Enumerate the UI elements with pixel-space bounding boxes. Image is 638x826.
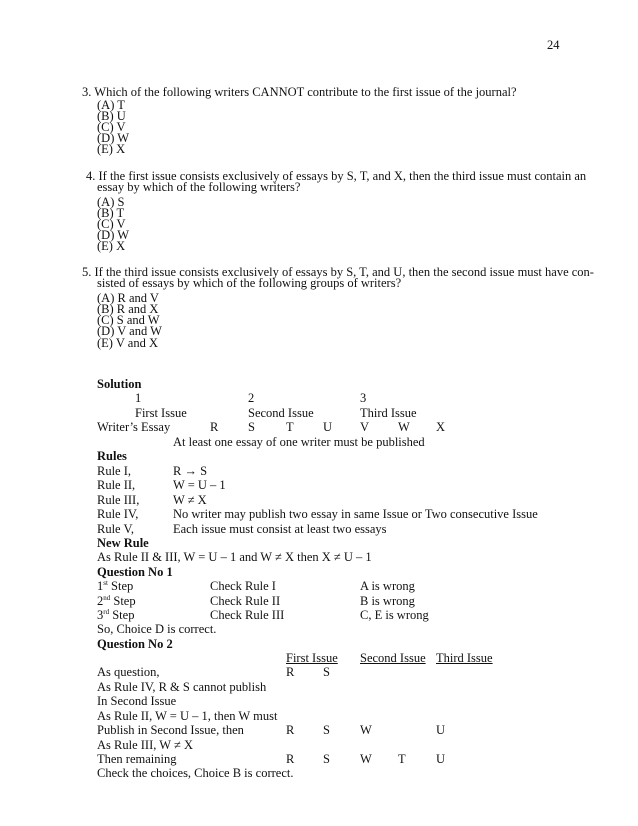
answer-option: (B) T bbox=[97, 206, 125, 220]
rule-text: W ≠ X bbox=[173, 493, 207, 507]
question-stem: 4. If the first issue consists exclusively of essays by S, T, and X, then the third issue must contain an bbox=[86, 169, 587, 183]
q2-line: As Rule IV, R & S cannot publish bbox=[97, 680, 267, 694]
page-number: 24 bbox=[547, 38, 560, 52]
rule-name: Rule II, bbox=[97, 478, 136, 492]
solution-heading: Solution bbox=[97, 377, 142, 391]
writer-letter: R bbox=[286, 752, 295, 766]
step-label: 3rd Step bbox=[97, 607, 135, 622]
column-header: Second Issue bbox=[360, 651, 426, 665]
rule-text: R → S bbox=[173, 464, 208, 478]
answer-option: (B) R and X bbox=[97, 302, 159, 316]
answer-option: (B) U bbox=[97, 109, 126, 123]
rule-text: Each issue must consist at least two essays bbox=[173, 522, 387, 536]
step-check: Check Rule II bbox=[210, 594, 281, 608]
q2-line: Then remaining bbox=[97, 752, 177, 766]
writer-letter: U bbox=[436, 723, 446, 737]
answer-option: (A) S bbox=[97, 195, 125, 209]
q2-line: As question, bbox=[97, 665, 160, 679]
answer-option: (E) X bbox=[97, 239, 126, 253]
solution-note: At least one essay of one writer must be published bbox=[173, 435, 425, 449]
answer-option: (A) T bbox=[97, 98, 125, 112]
issue-number: 2 bbox=[248, 391, 255, 405]
column-header: First Issue bbox=[286, 651, 338, 665]
rule-text: W = U – 1 bbox=[173, 478, 226, 492]
writer-letter: X bbox=[436, 420, 446, 434]
answer-option: (A) R and V bbox=[97, 291, 159, 305]
answer-option: (D) V and W bbox=[97, 324, 162, 338]
writer-letter: R bbox=[286, 665, 295, 679]
writer-letter: T bbox=[398, 752, 406, 766]
rule-name: Rule IV, bbox=[97, 507, 139, 521]
step-check: Check Rule III bbox=[210, 608, 285, 622]
rule-text: No writer may publish two essay in same Issue or Two consecutive Issue bbox=[173, 507, 538, 521]
q1-conclusion: So, Choice D is correct. bbox=[97, 622, 217, 636]
issue-label: First Issue bbox=[135, 406, 187, 420]
q2-line: In Second Issue bbox=[97, 694, 177, 708]
q2-line: As Rule II, W = U – 1, then W must bbox=[97, 709, 278, 723]
q2-line: Publish in Second Issue, then bbox=[97, 723, 244, 737]
question-stem: sisted of essays by which of the following groups of writers? bbox=[97, 276, 402, 290]
writer-letter: W bbox=[360, 723, 372, 737]
step-label: 2nd Step bbox=[97, 593, 136, 608]
writer-letter: R bbox=[210, 420, 219, 434]
writer-letter: W bbox=[398, 420, 410, 434]
writers-label: Writer’s Essay bbox=[97, 420, 171, 434]
writer-letter: T bbox=[286, 420, 294, 434]
writer-letter: S bbox=[248, 420, 255, 434]
answer-option: (D) W bbox=[97, 131, 130, 145]
answer-option: (C) V bbox=[97, 217, 126, 231]
issue-label: Second Issue bbox=[248, 406, 314, 420]
step-result: B is wrong bbox=[360, 594, 415, 608]
new-rule-heading: New Rule bbox=[97, 536, 149, 550]
q2-conclusion: Check the choices, Choice B is correct. bbox=[97, 766, 294, 780]
new-rule-text: As Rule II & III, W = U – 1 and W ≠ X then X ≠ U – 1 bbox=[97, 550, 372, 564]
question-stem: 3. Which of the following writers CANNOT contribute to the first issue of the journal? bbox=[82, 85, 517, 99]
writer-letter: S bbox=[323, 665, 330, 679]
rules-heading: Rules bbox=[97, 449, 127, 463]
rule-name: Rule I, bbox=[97, 464, 132, 478]
step-result: A is wrong bbox=[360, 579, 415, 593]
writer-letter: R bbox=[286, 723, 295, 737]
step-check: Check Rule I bbox=[210, 579, 276, 593]
column-header: Third Issue bbox=[436, 651, 493, 665]
writer-letter: S bbox=[323, 723, 330, 737]
answer-option: (E) X bbox=[97, 142, 126, 156]
rule-name: Rule III, bbox=[97, 493, 140, 507]
writer-letter: S bbox=[323, 752, 330, 766]
issue-number: 3 bbox=[360, 391, 367, 405]
step-result: C, E is wrong bbox=[360, 608, 429, 622]
writer-letter: U bbox=[323, 420, 333, 434]
writer-letter: V bbox=[360, 420, 370, 434]
q2-line: As Rule III, W ≠ X bbox=[97, 738, 193, 752]
question-stem: essay by which of the following writers? bbox=[97, 180, 301, 194]
answer-option: (D) W bbox=[97, 228, 130, 242]
question-stem: 5. If the third issue consists exclusively of essays by S, T, and U, then the second issue must have con- bbox=[82, 265, 594, 279]
answer-option: (C) V bbox=[97, 120, 126, 134]
writer-letter: U bbox=[436, 752, 446, 766]
q1-heading: Question No 1 bbox=[97, 565, 173, 579]
answer-option: (C) S and W bbox=[97, 313, 160, 327]
issue-label: Third Issue bbox=[360, 406, 417, 420]
rule-name: Rule V, bbox=[97, 522, 135, 536]
q2-heading: Question No 2 bbox=[97, 637, 173, 651]
answer-option: (E) V and X bbox=[97, 336, 158, 350]
step-label: 1st Step bbox=[97, 578, 134, 593]
issue-number: 1 bbox=[135, 391, 142, 405]
writer-letter: W bbox=[360, 752, 372, 766]
